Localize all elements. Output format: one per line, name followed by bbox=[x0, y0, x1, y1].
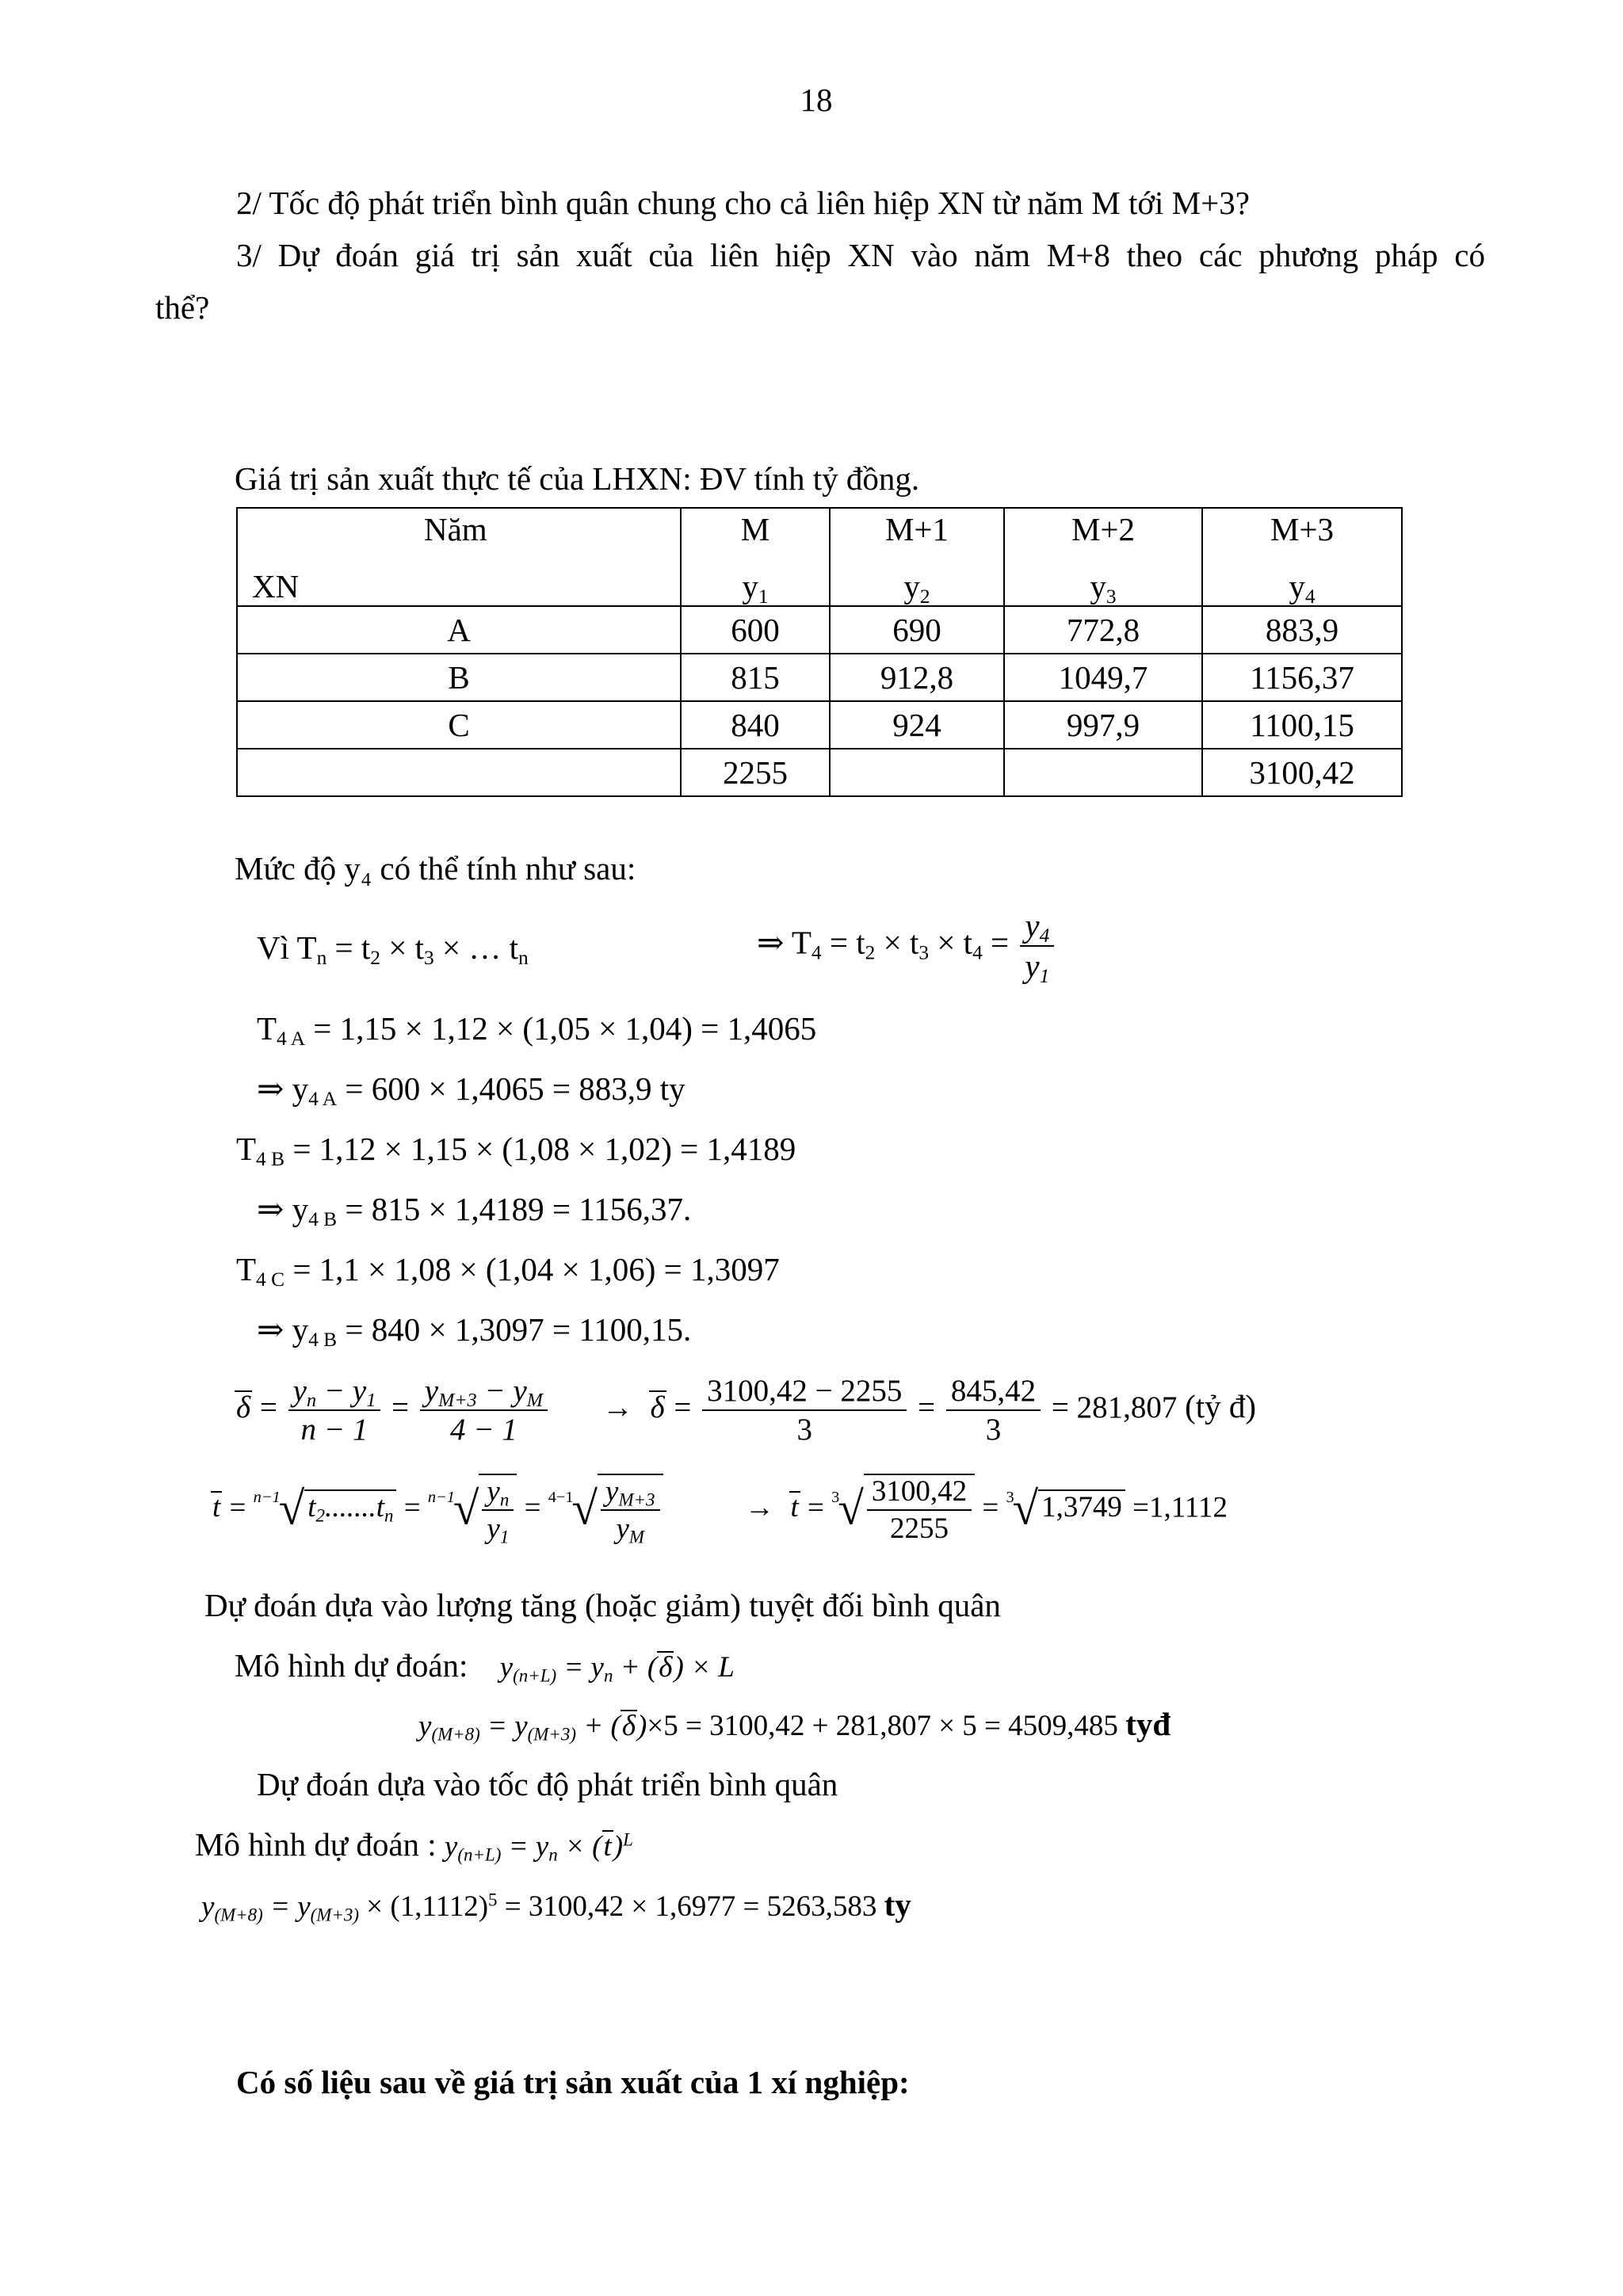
table-row: B 815 912,8 1049,7 1156,37 bbox=[237, 654, 1402, 701]
question-3-line1: 3/ Dự đoán giá trị sản xuất của liên hiệp XN vào năm M+8 theo các phương pháp có bbox=[236, 237, 1485, 273]
tbar-calc: → t = $^3$√ $\frac{3100,42}{2255}$ = $^3$√ 1,3749 =1,1112 bbox=[745, 1475, 1228, 1545]
col-header-m2: M+2 $y_3$ bbox=[1004, 508, 1202, 606]
table-corner bbox=[237, 508, 681, 606]
forecast1-model: Mô hình dự đoán: $y_{(n+L)} = y_n + (\delta) \times L$ bbox=[235, 1647, 735, 1686]
table-caption: Giá trị sản xuất thực tế của LHXN: ĐV tính tỷ đồng. bbox=[235, 460, 920, 497]
table-row-total: 2255 3100,42 bbox=[237, 749, 1402, 796]
section-heading: Có số liệu sau về giá trị sản xuất của 1 xí nghiệp: bbox=[236, 2064, 910, 2100]
t4c-line: $T_{4 C} = 1,1 \times 1,08 \times (1,04 \times 1,06) = 1,3097$ bbox=[236, 1251, 780, 1291]
tbar-formula: t = $^{n-1}$√ $t_2.......t_n = ^{n-1}√$ $\frac{y_n}{y_1}$ = $^{4-1}$√ $\frac{y_{M+3}}{y_M}$ bbox=[211, 1474, 663, 1543]
page-number: 18 bbox=[800, 82, 833, 118]
col-header-m3: M+3 $y_4$ bbox=[1202, 508, 1402, 606]
delta-calc: → δ = $\frac{3100,42 - 2255}{3}$ = $\frac{845,42}{3}$ = 281,807 (tỷ đ) bbox=[602, 1374, 1257, 1447]
forecast1-calc: $y_{(M+8)} = y_{(M+3)} + (\delta)\times 5 = 3100,42 + 281,807 \times 5 = 4509,485$ tyđ bbox=[418, 1706, 1171, 1745]
delta-formula: δ = $\frac{y_n - y_1}{n - 1}$ = $\frac{y_{M+3} - y_M}{4 - 1}$ bbox=[235, 1375, 551, 1445]
question-2: 2/ Tốc độ phát triển bình quân chung cho cả liên hiệp XN từ năm M tới M+3? bbox=[236, 185, 1250, 221]
y4b-line: ⇒ $y_{4 B} = 815 \times 1,4189 = 1156,37$. bbox=[257, 1191, 692, 1231]
forecast2-model: Mô hình dự đoán : $y_{(n+L)} = y_n \times (t)^L$ bbox=[195, 1826, 633, 1865]
question-3-line2: thể? bbox=[155, 289, 210, 326]
tn-formula: Vì $T_n = t_2 \times t_3$ × … $t_n$ bbox=[257, 929, 529, 970]
corner-year-label: Năm bbox=[424, 511, 487, 547]
t4b-line: $T_{4 B} = 1,12 \times 1,15 \times (1,08 \times 1,02) = 1,4189$ bbox=[236, 1131, 796, 1171]
col-header-m: M $y_1$ bbox=[681, 508, 830, 606]
forecast1-heading: Dự đoán dựa vào lượng tăng (hoặc giảm) tuyệt đối bình quân bbox=[204, 1587, 1001, 1623]
calc-intro: Mức độ y₄ có thể tính như sau: bbox=[235, 850, 636, 887]
y4a-line: ⇒ $y_{4 A} = 600 \times 1,4065 = 883,9$ ty bbox=[257, 1070, 685, 1111]
table-row: C 840 924 997,9 1100,15 bbox=[237, 701, 1402, 749]
t4a-line: $T_{4 A} = 1,15 \times 1,12 \times (1,05 \times 1,04) = 1,4065$ bbox=[257, 1010, 817, 1051]
col-header-m1: M+1 $y_2$ bbox=[830, 508, 1004, 606]
forecast2-heading: Dự đoán dựa vào tốc độ phát triển bình quân bbox=[257, 1766, 838, 1802]
y4c-line: ⇒ $y_{4 B} = 840 \times 1,3097 = 1100,15$. bbox=[257, 1311, 692, 1352]
t4-formula: ⇒ $T_4 = t_2 \times t_3 \times t_4$ = $\frac{y_4}{y_1}$ bbox=[757, 910, 1057, 982]
forecast2-calc: $y_{(M+8)} = y_{(M+3)} \times (1,1112)^5 = 3100,42 \times 1,6977 = 5263,583$ ty bbox=[201, 1886, 911, 1925]
table-row: A 600 690 772,8 883,9 bbox=[237, 606, 1402, 654]
production-table bbox=[236, 507, 1403, 797]
corner-xn-label: XN bbox=[252, 568, 300, 605]
